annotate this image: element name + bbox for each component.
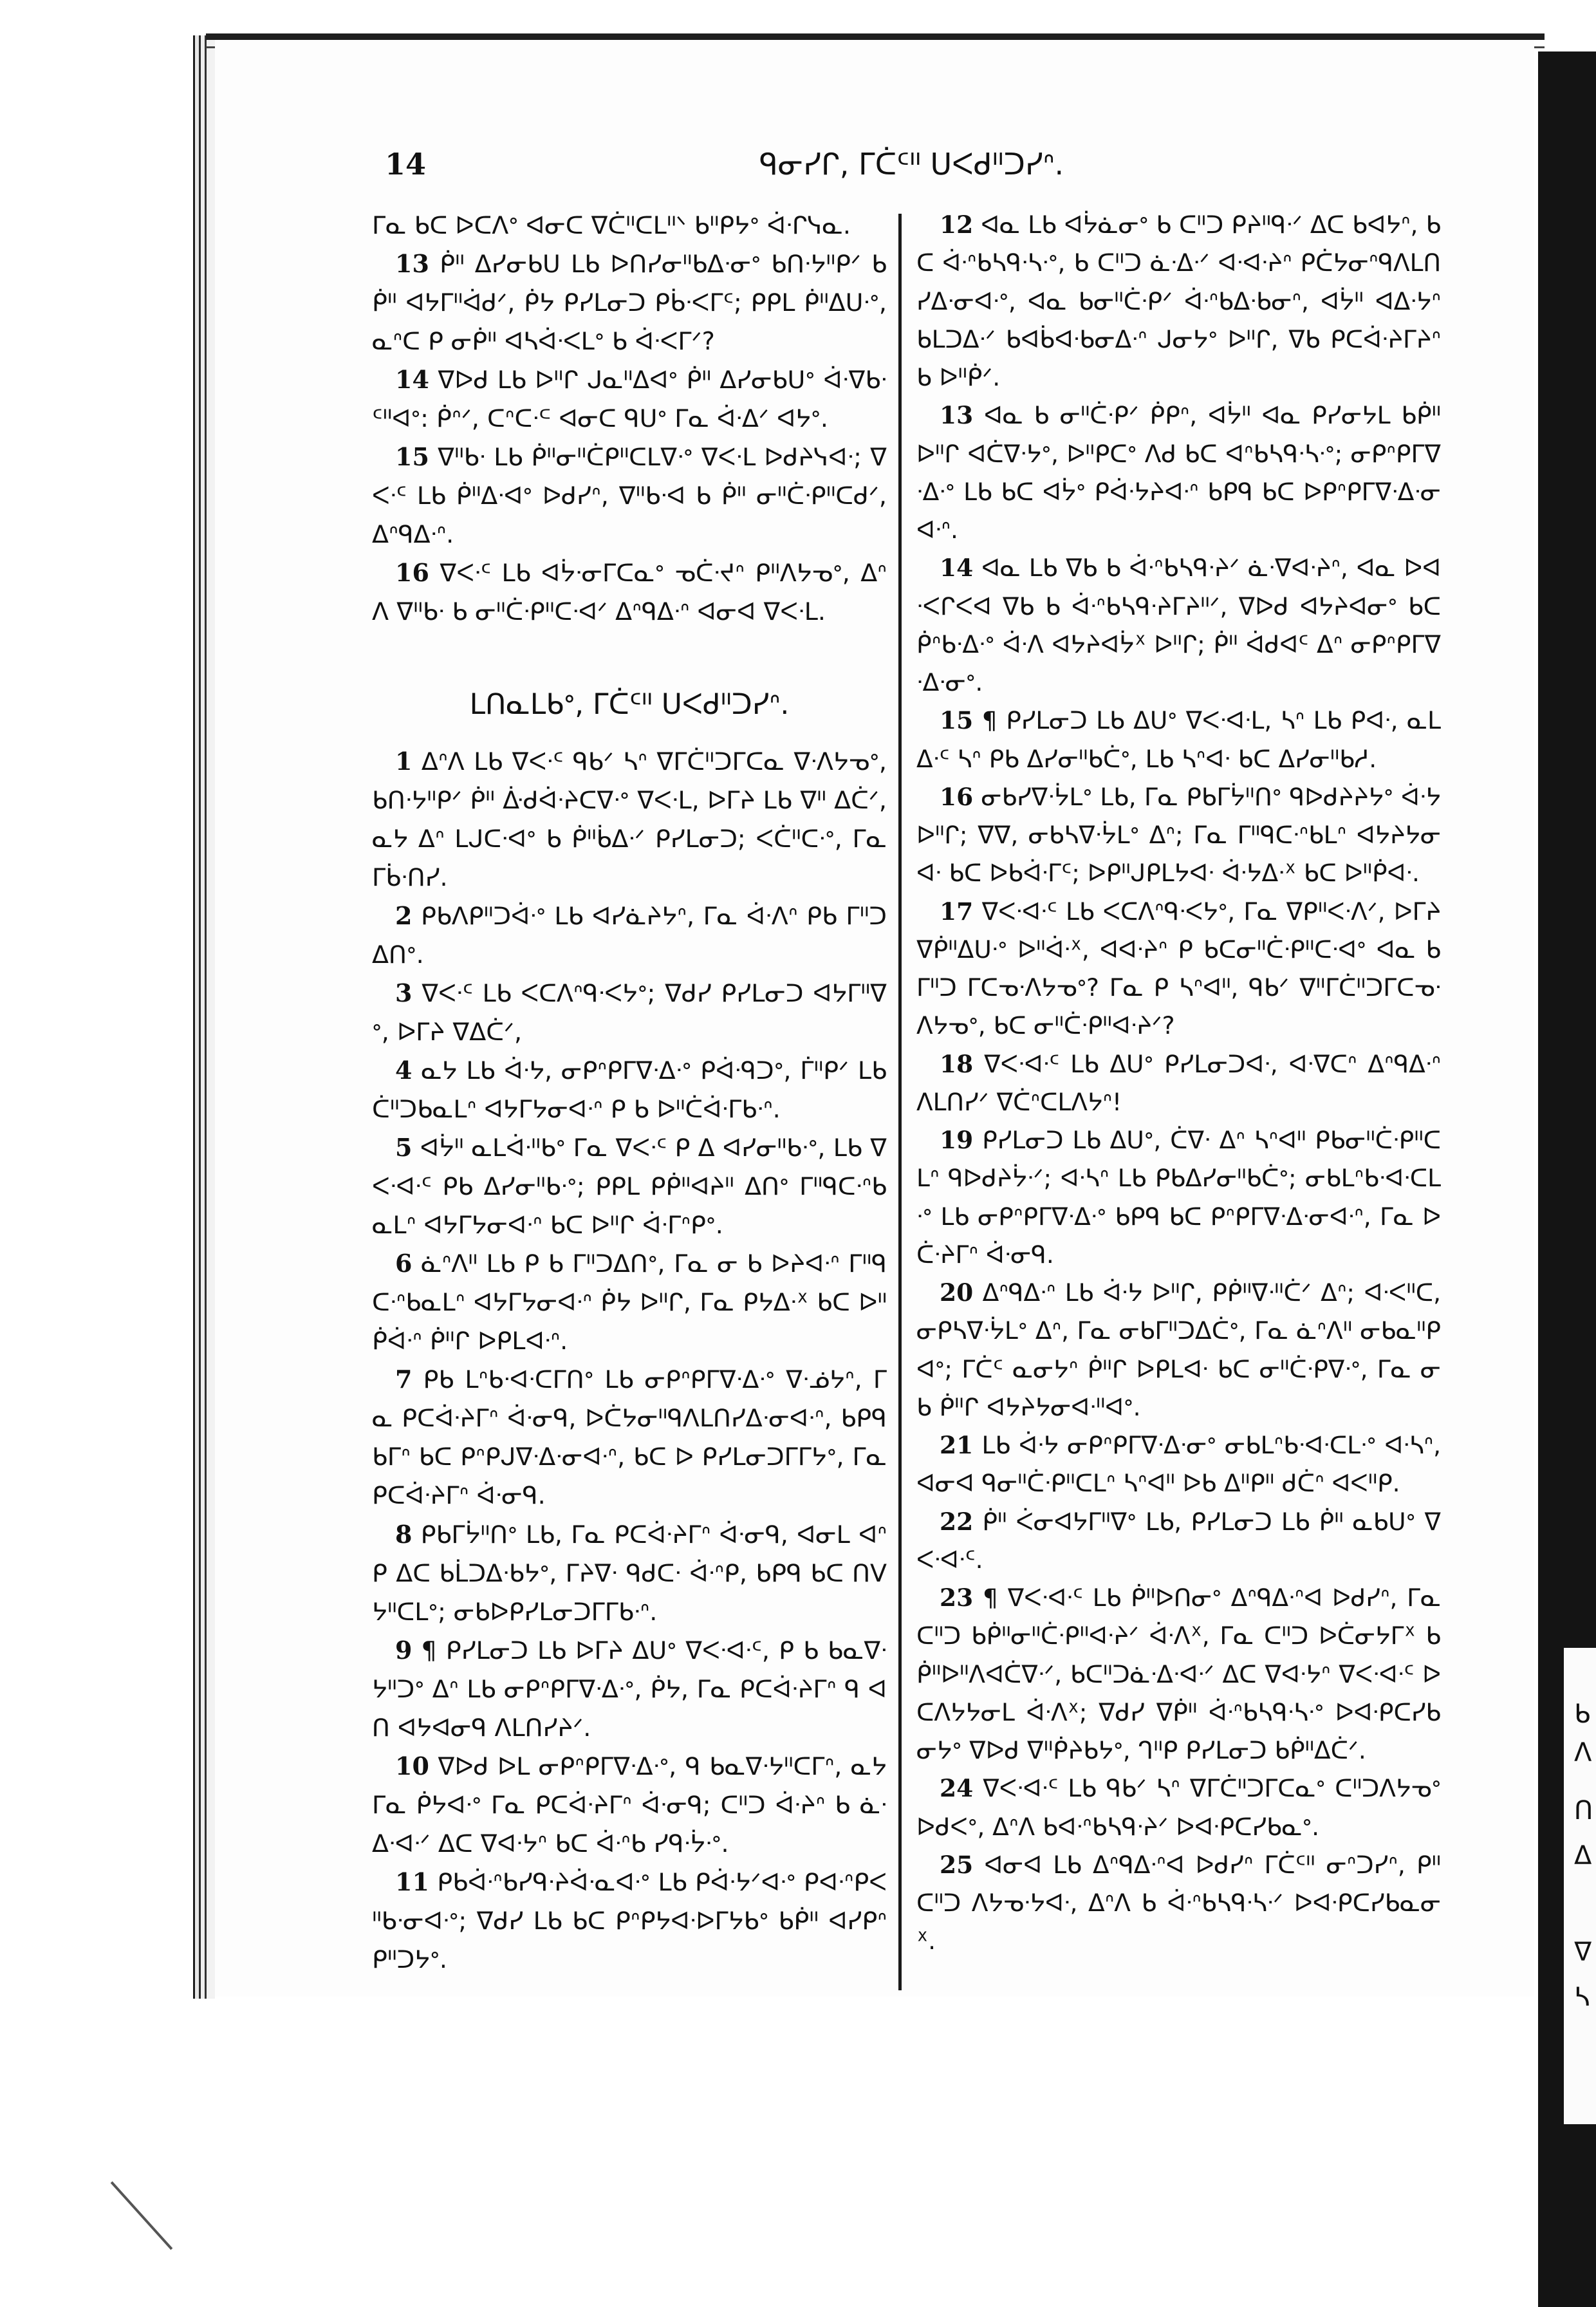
verse <box>372 1051 887 1128</box>
verse-number: 15 <box>940 706 974 735</box>
verse-number: 12 <box>940 210 974 239</box>
section-heading: ᒪᑎᓇᒪᑲᐤ, ᒥᑖᑦᐦ ᑌᐸᑯᐦᑐᓯᐢ. <box>469 687 790 721</box>
verse-text: ᓂᑲᓯᐁᐧᔮᒪᐤ ᒪᑲ, ᒥᓇ ᑭᑲᒥᔮᐦᑎᐤ ᑫᐅᑯᔨᔨᔭᐤ ᐋᐧᔭ ᐅᐦᒋ; ᐁᐁ, ᓂᑲᓴᐁᐧᔮᒪᐤ ᐃᐢ; ᒥᓇ ᒥᐦᑫᑕᐧᐢᑲᒪᐢ ᐊᔭᔨᔭᓂᐊᐧ ᑲᑕ ᐅᑲᐋᐧᒥᑦ; ᐅᑭᐦᒍᑭᒪᔭᐊᐧ ᐋᐧᔭᐃᐧᕽ ᑲᑕ ᐅᐦᑮᐊᐧ. <box>916 782 1442 888</box>
verses-after-heading <box>372 742 887 1979</box>
verse <box>916 1846 1441 1961</box>
running-title: ᑫᓂᓯᒋ, ᒥᑖᑦᐦ ᑌᐸᑯᐦᑐᓯᐢ. <box>759 147 1064 182</box>
verse <box>372 1631 887 1747</box>
verse-text: ᑮᐦ ᐃᓯᓂᑲᑌ ᒪᑲ ᐅᑎᓯᓂᐦᑲᐃᐧᓂᐤ ᑲᑎᐧᔭᐦᑭᐟ ᑲ ᑮᐦ ᐊᔭᒥᐦᐋᑯᐟ, ᑮᔭ ᑭᓯᒪᓂᑐ ᑭᑳᐧᐸᒥᑦ; ᑭᑭᒪ ᑮᐦᐃᑌᐧᐤ, ᓇᐢᑕ ᑭ ᓂᑮᐦ ᐊᓴᐋᐧᐸᒪᐤ ᑲ ᐋᐧᐸᒥᐟ? <box>372 250 887 356</box>
adjacent-page-glyph: ᐃ <box>1574 1841 1592 1871</box>
verse-text: ᑭᑲᐱᑭᐦᑐᐋᐧᐤ ᒪᑲ ᐊᓯᓈᔨᔭᐢ, ᒥᓇ ᐋᐧᐱᐢ ᑭᑲ ᒥᐦᑐᐃᑎᐤ. <box>372 901 887 969</box>
verse <box>916 893 1441 1045</box>
verse <box>916 1121 1441 1274</box>
verse-number: 19 <box>940 1126 974 1154</box>
verse <box>372 1515 887 1631</box>
verse-number: 1 <box>395 746 413 776</box>
verse-number: 5 <box>395 1133 413 1163</box>
adjacent-page-glyph: ᑎ <box>1574 1796 1593 1826</box>
adjacent-page-glyph: ᑲ <box>1574 1699 1591 1729</box>
verse-text: ᐁᐸᐧᑦ ᒪᑲ ᐸᑕᐱᐢᑫᐧᐸᔭᐤ; ᐁᑯᓯ ᑭᓯᒪᓂᑐ ᐊᔭᒥᐦᐁᐤ, ᐅᒥᔨ ᐁᐃᑖᐟ, <box>372 978 887 1046</box>
verse-text: ᐃᐢᑫᐃᐧᐢ ᒪᑲ ᐋᐧᔭ ᐅᐦᒋ, ᑭᑮᐦᐁᐧᐦᑖᐟ ᐃᐢ; ᐊᐧᐸᐦᑕ, ᓂᑭᓴᐁᐧᔮᒪᐤ ᐃᐢ, ᒥᓇ ᓂᑲᒥᐦᑐᐃᑖᐤ, ᒥᓇ ᓈᐢᐱᐦ ᓂᑲᓇᐦᑭᐊᐤ; ᒥᑖᑦ ᓇᓂᔭᐢ ᑮᐦᒋ ᐅᑭᒪᐊᐧ ᑲᑕ ᓂᐦᑖᐧᑭᐁᐧᐤ, ᒥᓇ ᓂᑲ ᑮᐦᒋ ᐊᔭᔨᔭᓂᐊᐧᐦᐊᐤ. <box>916 1278 1442 1421</box>
verse-text: ᐁᐸᐧᐊᐧᑦ ᒪᑲ ᑫᑲᐟ ᓴᐢ ᐁᒥᑖᐦᑐᒥᑕᓇᐤ ᑕᐦᑐᐱᔭᓀᐤ ᐅᑯᐸᐤ, ᐃᐢᐱ ᑲᐊᐧᐢᑲᓴᑫᐧᔨᐟ ᐅᐊᐧᑭᑕᓯᑲᓇᐤ. <box>916 1774 1441 1841</box>
verse-text: ᒪᑲ ᐋᐧᔭ ᓂᑭᐢᑭᒥᐁᐧᐃᐧᓂᐤ ᓂᑲᒪᐢᑲᐧᐊᐧᑕᒪᐧᐤ ᐊᐧᓴᐢ, ᐊᓂᐊ ᑫᓂᐦᑖᐧᑭᐦᑕᒪᐢ ᓴᐢᐊᐦ ᐅᑲ ᐃᐦᑭᐦ ᑯᑖᐢ ᐊᐸᐦᑭ. <box>916 1431 1441 1498</box>
verse-text: ᑮᐦ ᐹᓂᐊᔭᒥᐦᐁᐤ ᒪᑲ, ᑭᓯᒪᓂᑐ ᒪᑲ ᑮᐦ ᓇᑲᑌᐤ ᐁᐸᐧᐊᐧᑦ. <box>916 1507 1441 1574</box>
verse-text: ᐊᓇ ᑲ ᓂᐦᑖᐧᑭᐟ ᑮᑭᐢ, ᐊᔮᐦ ᐊᓇ ᑭᓯᓂᔭᒪ ᑲᑮᐦ ᐅᐦᒋ ᐊᑖᐁᐧᔭᐤ, ᐅᐦᑭᑕᐤ ᐱᑯ ᑲᑕ ᐊᐢᑲᓴᑫᐧᓴᐧᐤ; ᓂᑭᐢᑭᒥᐁᐧᐃᐧᐤ ᒪᑲ ᑲᑕ ᐊᔮᐤ ᑭᐋᐧᔭᔨᐊᐧᐢ ᑲᑭᑫ ᑲᑕ ᐅᑭᐢᑭᒥᐁᐧᐃᐧᓂᐊᐧᐢ. <box>916 401 1441 544</box>
verse-text: ᓈᐢᐱᐦ ᒪᑲ ᑭ ᑲ ᒥᐦᑐᐃᑎᐤ, ᒥᓇ ᓂ ᑲ ᐅᔨᐊᐧᐢ ᒥᐦᑫᑕᐧᐢᑲᓇᒪᐢ ᐊᔭᒥᔭᓂᐊᐧᐢ ᑮᔭ ᐅᐦᒋ, ᒥᓇ ᑭᔭᐃᐧᕽ ᑲᑕ ᐅᐦᑮᐋᐧᐢ ᑮᐦᒋ ᐅᑭᒪᐊᐧᐢ. <box>372 1249 887 1356</box>
verse-number: 16 <box>940 782 974 811</box>
verse-text: ᑭᑲ ᒪᐢᑲᐧᐊᐧᑕᒥᑎᐤ ᒪᑲ ᓂᑭᐢᑭᒥᐁᐧᐃᐧᐤ ᐁᐧᓅᔭᐢ, ᒥᓇ ᑭᑕᐋᐧᔨᒥᐢ ᐋᐧᓂᑫ, ᐅᑖᔭᓂᐦᑫᐱᒪᑎᓯᐃᐧᓂᐊᐧᐢ, ᑲᑭᑫ ᑲᒥᐢ ᑲᑕ ᑭᐢᑭᒍᐁᐧᐃᐧᓂᐊᐧᐢ, ᑲᑕ ᐅ ᑭᓯᒪᓂᑐᒥᒥᔭᐤ, ᒥᓇ ᑭᑕᐋᐧᔨᒥᐢ ᐋᐧᓂᑫ. <box>372 1365 887 1510</box>
binding-top-edge <box>206 33 1545 40</box>
verse-number: 8 <box>395 1519 413 1549</box>
verse-text: ᐊᔮᐦ ᓇᒪᐋᐧᐦᑲᐤ ᒥᓇ ᐁᐸᐧᑦ ᑭ ᐃ ᐊᓯᓂᐦᑲᐧᐤ, ᒪᑲ ᐁᐸᐧᐊᐧᑦ ᑭᑲ ᐃᓯᓂᐦᑲᐧᐤ; ᑭᑭᒪ ᑭᑮᐦᐊᔨᐦ ᐃᑎᐤ ᒥᐦᑫᑕᐧᐢᑲᓇᒪᐢ ᐊᔭᒥᔭᓂᐊᐧᐢ ᑲᑕ ᐅᐦᒋ ᐋᐧᒥᐢᑭᐤ. <box>372 1134 887 1240</box>
verse-number: 23 <box>940 1583 974 1612</box>
verse <box>916 397 1441 549</box>
right-column <box>916 206 1441 1961</box>
verse <box>916 778 1441 893</box>
page-number: 14 <box>385 147 427 182</box>
verse <box>372 742 887 897</box>
verse <box>916 549 1441 702</box>
verse-text: ᐁᐦᑲᐧ ᒪᑲ ᑮᐦᓂᐦᑖᑭᐦᑕᒪᐁᐧᐤ ᐁᐸᐧᒪ ᐅᑯᔨᓭᐊᐧ; ᐁᐸᐧᑦ ᒪᑲ ᑮᐦᐃᐧᐊᐤ ᐅᑯᓯᐢ, ᐁᐦᑲᐧᐊ ᑲ ᑮᐦ ᓂᐦᑖᐧᑭᐦᑕᑯᐟ, ᐃᐢᑫᐃᐧᐢ. <box>372 443 887 549</box>
verse-number: 14 <box>940 554 974 583</box>
verse-number: 25 <box>940 1850 974 1879</box>
verse-number: 7 <box>395 1365 413 1394</box>
verse-number: 22 <box>940 1507 974 1536</box>
verse <box>372 1128 887 1244</box>
verse-text: ᑭᓯᒪᓂᑐ ᒪᑲ ᐃᑌᐤ, ᑖᐁᐧ ᐃᐢ ᓴᐢᐊᐦ ᑭᑲᓂᐦᑖᐧᑭᐦᑕᒪᐢ ᑫᐅᑯᔨᔮᐧᐟ; ᐊᐧᓴᐢ ᒪᑲ ᑭᑲᐃᓯᓂᐦᑲᑖᐤ; ᓂᑲᒪᐢᑲᐧᐊᐧᑕᒪᐧᐤ ᒪᑲ ᓂᑭᐢᑭᒥᐁᐧᐃᐧᐤ ᑲᑭᑫ ᑲᑕ ᑭᐢᑭᒥᐁᐧᐃᐧᓂᐊᐧᐢ, ᒥᓇ ᐅᑖᐧᔨᒥᐢ ᐋᐧᓂᑫ. <box>916 1126 1442 1269</box>
verse <box>372 1244 887 1360</box>
verse-number: 20 <box>940 1278 974 1307</box>
verse <box>372 897 887 974</box>
verse <box>916 1503 1441 1580</box>
verse-number: 15 <box>395 442 429 472</box>
verse <box>916 1045 1441 1122</box>
verse <box>916 1770 1441 1846</box>
verse-number: 13 <box>395 249 429 279</box>
verse-text: ᐁᐅᑯ ᐅᒪ ᓂᑭᐢᑭᒥᐁᐧᐃᐧᐤ, ᑫ ᑲᓇᐁᐧᔭᐦᑕᒥᐢ, ᓇᔭ ᒥᓇ ᑮᔭᐊᐧᐤ ᒥᓇ ᑭᑕᐋᐧᔨᒥᐢ ᐋᐧᓂᑫ; ᑕᐦᑐ ᐋᐧᔨᐢ ᑲ ᓈᐧᐃᐧᐊᐧᐟ ᐃᑕ ᐁᐊᐧᔭᐢ ᑲᑕ ᐋᐧᐢᑲ ᓯᑫᐧᔮᐧᐤ. <box>372 1751 887 1858</box>
verse-number: 2 <box>395 901 413 930</box>
verse-text: ᒥᓇ ᑲᑕ ᐅᑕᐱᐤ ᐊᓂᑕ ᐁᑖᐦᑕᒪᐦᐠ ᑲᐦᑭᔭᐤ ᐋᐧᒋᓭᓇ. <box>372 211 851 239</box>
verse-number: 17 <box>940 897 974 926</box>
page-stack-edges <box>193 35 215 1999</box>
verse-text: ¶ ᑭᓯᒪᓂᑐ ᒪᑲ ᐅᒥᔨ ᐃᑌᐤ ᐁᐸᐧᐊᐧᑦ, ᑭ ᑲ ᑲᓇᐁᐧᔭᐦᑐᐤ ᐃᐢ ᒪᑲ ᓂᑭᐢᑭᒥᐁᐧᐃᐧᐤ, ᑮᔭ, ᒥᓇ ᑭᑕᐋᐧᔨᒥᐢ ᑫ ᐊᑎ ᐊᔭᐊᓂᑫ ᐱᒪᑎᓯᔨᐟ. <box>372 1636 887 1742</box>
verses-before-heading <box>372 206 887 631</box>
scan-margin <box>0 0 193 2307</box>
verse-number: 21 <box>940 1431 974 1459</box>
verse-number: 3 <box>395 978 413 1007</box>
verse <box>372 554 887 631</box>
verse-number: 11 <box>395 1867 429 1896</box>
verse-text: ᑭᑲᐋᐧᐢᑲᓯᑫᐧᔨᐋᐧᓇᐊᐧᐤ ᒪᑲ ᑭᐋᐧᔭᐟᐊᐧᐤ ᑭᐊᐧᐢᑭᐸᐦᑲᐧᓂᐊᐧᐤ; ᐁᑯᓯ ᒪᑲ ᑲᑕ ᑭᐢᑭᔭᐊᐧᐅᒥᔭᑲᐤ ᑲᑮᐦ ᐊᓯᑭᐢᑭᐦᑐᔭᐤ. <box>372 1867 887 1974</box>
verse-number: 6 <box>395 1249 413 1278</box>
verse-text: ᐊᓂᐊ ᒪᑲ ᐃᐢᑫᐃᐧᐢᐊ ᐅᑯᓯᐢ ᒥᑖᑦᐦ ᓂᐢᑐᓯᐢ, ᑭᐦ ᑕᐦᑐ ᐱᔭᓀᐧᔭᐊᐧ, ᐃᐢᐱ ᑲ ᐋᐧᐢᑲᓴᑫᐧᓴᐧᐟ ᐅᐊᐧᑭᑕᓯᑲᓇᓂᕽ. <box>916 1850 1441 1956</box>
verse-text: ¶ ᐁᐸᐧᐊᐧᑦ ᒪᑲ ᑮᐦᐅᑎᓂᐤ ᐃᐢᑫᐃᐧᐢᐊ ᐅᑯᓯᐢ, ᒥᓇ ᑕᐦᑐ ᑲᑮᐦᓂᐦᑖᐧᑭᐦᐊᐧᔨᐟ ᐋᐧᐱᕽ, ᒥᓇ ᑕᐦᑐ ᐅᑖᓂᔭᒥᕽ ᑲᑮᐦᐅᐦᐱᐊᑖᐁᐧᐟ, ᑲᑕᐦᑐᓈᐧᐃᐧᐊᐧᐟ ᐃᑕ ᐁᐊᐧᔭᐢ ᐁᐸᐧᐊᐧᑦ ᐅᑕᐱᔭᔭᓂᒪ ᐋᐧᐱᕽ; ᐁᑯᓯ ᐁᑮᐦ ᐋᐧᐢᑲᓴᑫᐧᓴᐧᐤ ᐅᐊᐧᑭᑕᓯᑲᓂᔭᐤ ᐁᐅᑯ ᐁᐦᑮᔨᑲᔭᐤ, ᒉᐦᑭ ᑭᓯᒪᓂᑐ ᑲᑮᐦᐃᑖᐟ. <box>916 1583 1442 1764</box>
verse <box>372 1360 887 1515</box>
verse-text: ᐊᓇ ᒪᑲ ᐊᔮᓈᓂᐤ ᑲ ᑕᐦᑐ ᑭᔨᐦᑫᐧᐟ ᐃᑕ ᑲᐊᔭᐢ, ᑲᑕ ᐋᐧᐢᑲᓴᑫᐧᓴᐧᐤ, ᑲ ᑕᐦᑐ ᓈᐧᐃᐧᐟ ᐊᐧᐊᐧᔨᐢ ᑭᑖᔭᓂᐢᑫᐱᒪᑎᓯᐃᐧᓂᐊᐧᐤ, ᐊᓇ ᑲᓂᐦᑖᐧᑭᐟ ᐋᐧᐢᑲᐃᐧᑲᓂᐢ, ᐊᔮᐦ ᐊᐃᐧᔭᐢ ᑲᒪᑐᐃᐧᐟ ᑲᐊᑳᐊᐧᑲᓂᐃᐧᐢ ᒍᓂᔭᐤ ᐅᐦᒋ, ᐁᑲ ᑭᑕᐋᐧᔨᒥᔨᐢ ᑲ ᐅᐦᑮᐟ. <box>916 210 1442 391</box>
verse <box>372 245 887 360</box>
adjacent-page-glyph: ᐁ <box>1574 1938 1592 1967</box>
verse-text: ᐁᐸᐧᐊᐧᑦ ᒪᑲ ᐸᑕᐱᐢᑫᐧᐸᔭᐤ, ᒥᓇ ᐁᑭᐦᐸᐧᐱᐟ, ᐅᒥᔨ ᐁᑮᐦᐃᑌᐧᐤ ᐅᐦᐋᐧᕽ, ᐊᐊᐧᔨᐢ ᑭ ᑲᑕᓂᐦᑖᐧᑭᐦᑕᐧᐊᐤ ᐊᓇ ᑲ ᒥᐦᑐ ᒥᑕᓀᐧᐱᔭᓀᐤ? ᒥᓇ ᑭ ᓴᐢᐊᐦ, ᑫᑲᐟ ᐁᐦᒥᑖᐦᑐᒥᑕᓀᐧᐱᔭᓀᐤ, ᑲᑕ ᓂᐦᑖᐧᑭᐦᐊᐧᔨᐟ? <box>916 897 1442 1040</box>
verse-number: 4 <box>395 1055 413 1085</box>
verse-text: ¶ ᑭᓯᒪᓂᑐ ᒪᑲ ᐃᑌᐤ ᐁᐸᐧᐊᐧᒪ, ᓴᐢ ᒪᑲ ᑭᐊᐧ, ᓇᒪᐃᐧᑦ ᓴᐢ ᑭᑲ ᐃᓯᓂᐦᑲᑖᐤ, ᒪᑲ ᓴᐢᐊᐧ ᑲᑕ ᐃᓯᓂᐦᑲᓱ. <box>916 706 1441 773</box>
verse-number: 16 <box>395 558 429 588</box>
verse-text: ᐊᓇ ᒪᑲ ᐁᑲ ᑲ ᐋᐧᐢᑲᓴᑫᐧᔨᐟ ᓈᐧᐁᐊᐧᔨᐢ, ᐊᓇ ᐅᐊᐧᐸᒋᐸᐊ ᐁᑲ ᑲ ᐋᐧᐢᑲᓴᑫᐧᔨᒥᔨᐦᐟ, ᐁᐅᑯ ᐊᔭᔨᐊᓂᐤ ᑲᑕ ᑮᐢᑲᐧᐃᐧᐤ ᐋᐧᐱ ᐊᔭᔨᐊᔮᕽ ᐅᐦᒋ; ᑮᐦ ᐋᑯᐊᑦ ᐃᐢ ᓂᑭᐢᑭᒥᐁᐧᐃᐧᓂᐤ. <box>916 554 1441 696</box>
verse-number: 14 <box>395 365 429 395</box>
verse-number: 13 <box>940 401 974 430</box>
verse <box>372 206 887 245</box>
adjacent-page-glyph: ᐱ <box>1574 1738 1592 1768</box>
verse-text: ᐁᐸᐧᐊᐧᑦ ᒪᑲ ᐃᑌᐤ ᑭᓯᒪᓂᑐᐊᐧ, ᐊᐧᐁᑕᐢ ᐃᐢᑫᐃᐧᐢ ᐱᒪᑎᓯᐟ ᐁᑖᐢᑕᒪᐱᔭᐢ! <box>916 1049 1441 1116</box>
verse <box>372 438 887 554</box>
verse <box>372 1747 887 1863</box>
verse <box>916 1426 1441 1503</box>
verse-number: 24 <box>940 1774 974 1803</box>
left-column <box>372 206 887 1979</box>
verse <box>916 702 1441 778</box>
verse-text: ᐃᐢᐱ ᒪᑲ ᐁᐸᐧᑦ ᑫᑲᐟ ᓴᐢ ᐁᒥᑖᐦᑐᒥᑕᓇ ᐁᐧᐱᔭᓀᐤ, ᑲᑎᐧᔭᐦᑭᐟ ᑮᐦ ᐑᑯᐋᐧᔨᑕᐁᐧᐤ ᐁᐸᐧᒪ, ᐅᒥᔨ ᒪᑲ ᐁᐦ ᐃᑖᐟ, ᓇᔭ ᐃᐢ ᒪᒍᑕᐧᐊᐤ ᑲ ᑮᐦᑳᐃᐧᐟ ᑭᓯᒪᓂᑐ; ᐸᑖᐦᑕᐧᐤ, ᒥᓇ ᒥᑳᐧᑎᓯ. <box>372 747 887 892</box>
verse-number: 9 <box>395 1635 413 1665</box>
column-divider <box>898 214 902 1990</box>
verse-text: ᑭᑲᒥᔮᐦᑎᐤ ᒪᑲ, ᒥᓇ ᑭᑕᐋᐧᔨᒥᐢ ᐋᐧᓂᑫ, ᐊᓂᒪ ᐊᐢᑭ ᐃᑕ ᑲᒫᑐᐃᐧᑲᔭᐤ, ᒥᔨᐁᐧ ᑫᑯᑕᐧ ᐋᐧᐢᑭ, ᑲᑭᑫ ᑲᑕ ᑎᐯᔭᐦᑕᒪᐤ; ᓂᑲᐅᑭᓯᒪᓂᑐᒥᒥᑲᐧᐢ. <box>372 1520 887 1626</box>
verse-number: 18 <box>940 1049 974 1078</box>
verse <box>916 1274 1441 1426</box>
verse-text: ᓇᔭ ᒪᑲ ᐋᐧᔭ, ᓂᑭᐢᑭᒥᐁᐧᐃᐧᐤ ᑭᐋᐧᑫᑐᐤ, ᒦᐦᑭᐟ ᒪᑲ ᑖᐦᑐᑲᓇᒪᐢ ᐊᔭᒥᔭᓂᐊᐧᐢ ᑭ ᑲ ᐅᐦᑖᐋᐧᒥᑲᐧᐢ. <box>372 1056 887 1123</box>
verse-text: ᐁᐸᐧᑦ ᒪᑲ ᐊᔮᐧᓂᒥᑕᓇᐤ ᓀᑖᐧᔪᐢ ᑭᐦᐱᔭᓀᐤ, ᐃᐢᐱ ᐁᐦᑲᐧ ᑲ ᓂᐦᑖᐧᑭᐦᑕᐧᐊᐟ ᐃᐢᑫᐃᐧᐢ ᐊᓂᐊ ᐁᐸᐧᒪ. <box>372 559 887 626</box>
verse <box>372 1863 887 1979</box>
verse <box>916 206 1441 397</box>
verse <box>372 360 887 438</box>
verse-number: 10 <box>395 1751 429 1780</box>
verse <box>916 1579 1441 1770</box>
adjacent-page-glyph: ᓴ <box>1574 1983 1590 2012</box>
verse-text: ᐁᐅᑯ ᒪᑲ ᐅᐦᒋ ᒍᓇᐦᐃᐊᐤ ᑮᐦ ᐃᓯᓂᑲᑌᐤ ᐋᐧᐁᑲᐧᑦᐦᐊᐤ: ᑮᐢᐟ, ᑕᐢᑕᐧᒼ ᐊᓂᑕ ᑫᑌᐤ ᒥᓇ ᐋᐧᐃᐟ ᐊᔭᐤ. <box>372 366 887 433</box>
verse <box>372 974 887 1051</box>
